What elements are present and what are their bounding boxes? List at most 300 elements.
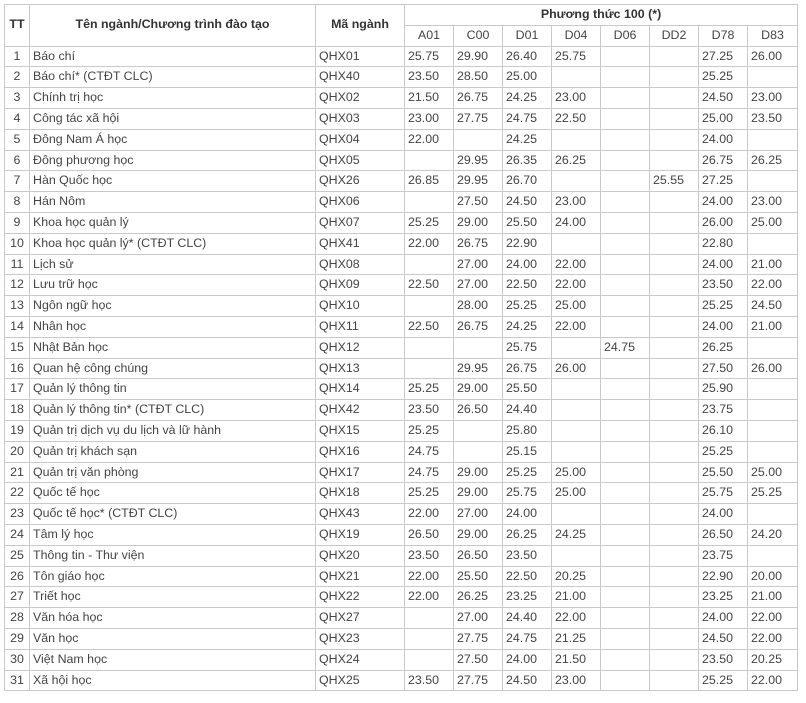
program-code: QHX43 <box>316 504 405 525</box>
program-name: Ngôn ngữ học <box>30 296 316 317</box>
table-row <box>5 275 798 296</box>
score-cell-d78: 25.75 <box>699 483 748 504</box>
score-cell-d01: 24.40 <box>503 608 552 629</box>
score-cell-d06 <box>601 46 650 67</box>
score-cell-dd2 <box>650 483 699 504</box>
row-number: 10 <box>5 233 30 254</box>
table-row <box>5 316 798 337</box>
program-code: QHX14 <box>316 379 405 400</box>
score-cell-d83 <box>748 337 798 358</box>
score-cell-d78: 24.00 <box>699 129 748 150</box>
program-code: QHX21 <box>316 566 405 587</box>
score-cell-d78: 27.25 <box>699 171 748 192</box>
score-cell-d04: 25.75 <box>552 46 601 67</box>
score-cell-a01: 22.00 <box>405 587 454 608</box>
admission-score-table <box>4 4 798 691</box>
score-cell-d04: 21.50 <box>552 649 601 670</box>
table-row <box>5 483 798 504</box>
program-name: Quản trị văn phòng <box>30 462 316 483</box>
score-cell-d78: 24.00 <box>699 316 748 337</box>
program-name: Quản trị khách sạn <box>30 441 316 462</box>
score-cell-d78: 24.00 <box>699 192 748 213</box>
score-cell-d04 <box>552 171 601 192</box>
score-cell-d83 <box>748 129 798 150</box>
score-cell-a01 <box>405 649 454 670</box>
score-cell-d06 <box>601 649 650 670</box>
score-cell-d06 <box>601 504 650 525</box>
row-number: 29 <box>5 628 30 649</box>
program-name: Quan hệ công chúng <box>30 358 316 379</box>
program-name: Quốc tế học <box>30 483 316 504</box>
row-number: 14 <box>5 316 30 337</box>
program-name: Báo chí <box>30 46 316 67</box>
score-cell-d04: 24.00 <box>552 212 601 233</box>
program-name: Lịch sử <box>30 254 316 275</box>
program-name: Chính trị học <box>30 88 316 109</box>
score-cell-d83: 25.00 <box>748 212 798 233</box>
score-cell-d04: 22.50 <box>552 108 601 129</box>
table-row <box>5 379 798 400</box>
score-cell-a01 <box>405 296 454 317</box>
score-cell-d78: 24.00 <box>699 608 748 629</box>
program-name: Hàn Quốc học <box>30 171 316 192</box>
program-code: QHX02 <box>316 88 405 109</box>
score-cell-d04 <box>552 441 601 462</box>
row-number: 26 <box>5 566 30 587</box>
score-cell-dd2 <box>650 296 699 317</box>
score-cell-d06 <box>601 628 650 649</box>
row-number: 8 <box>5 192 30 213</box>
row-number: 19 <box>5 420 30 441</box>
score-cell-a01: 21.50 <box>405 88 454 109</box>
table-row <box>5 566 798 587</box>
table-row <box>5 441 798 462</box>
score-cell-d83 <box>748 67 798 88</box>
score-cell-d01: 25.80 <box>503 420 552 441</box>
score-cell-c00: 29.00 <box>454 212 503 233</box>
score-cell-d01: 23.25 <box>503 587 552 608</box>
score-cell-d04: 25.00 <box>552 483 601 504</box>
score-cell-d83: 21.00 <box>748 254 798 275</box>
score-cell-d83 <box>748 420 798 441</box>
program-name: Việt Nam học <box>30 649 316 670</box>
score-cell-d06: 24.75 <box>601 337 650 358</box>
row-number: 24 <box>5 524 30 545</box>
score-cell-c00: 29.95 <box>454 150 503 171</box>
score-cell-d06 <box>601 212 650 233</box>
score-cell-a01: 25.75 <box>405 46 454 67</box>
score-cell-d04: 25.00 <box>552 296 601 317</box>
score-cell-c00: 25.50 <box>454 566 503 587</box>
score-cell-dd2 <box>650 88 699 109</box>
score-cell-a01: 25.25 <box>405 379 454 400</box>
score-cell-c00: 27.00 <box>454 608 503 629</box>
program-code: QHX27 <box>316 608 405 629</box>
score-cell-d04 <box>552 337 601 358</box>
score-cell-dd2 <box>650 67 699 88</box>
table-row <box>5 462 798 483</box>
score-cell-c00: 29.00 <box>454 462 503 483</box>
program-code: QHX09 <box>316 275 405 296</box>
score-cell-d06 <box>601 275 650 296</box>
score-cell-d01: 25.50 <box>503 379 552 400</box>
score-cell-dd2 <box>650 108 699 129</box>
row-number: 3 <box>5 88 30 109</box>
row-number: 31 <box>5 670 30 691</box>
score-cell-d04 <box>552 400 601 421</box>
score-cell-a01: 23.50 <box>405 545 454 566</box>
score-cell-d06 <box>601 420 650 441</box>
score-cell-c00: 27.50 <box>454 192 503 213</box>
score-cell-d06 <box>601 483 650 504</box>
program-code: QHX19 <box>316 524 405 545</box>
score-cell-d06 <box>601 254 650 275</box>
score-cell-d83: 22.00 <box>748 275 798 296</box>
score-cell-d04 <box>552 67 601 88</box>
row-number: 6 <box>5 150 30 171</box>
score-cell-d04: 22.00 <box>552 275 601 296</box>
score-cell-d04: 26.25 <box>552 150 601 171</box>
header-block-dd2: DD2 <box>650 25 699 46</box>
score-cell-c00: 26.75 <box>454 88 503 109</box>
score-cell-a01 <box>405 608 454 629</box>
program-code: QHX04 <box>316 129 405 150</box>
score-cell-d83: 25.00 <box>748 462 798 483</box>
program-name: Hán Nôm <box>30 192 316 213</box>
score-cell-d83: 23.00 <box>748 88 798 109</box>
program-code: QHX08 <box>316 254 405 275</box>
score-cell-d04: 20.25 <box>552 566 601 587</box>
score-cell-a01 <box>405 358 454 379</box>
program-code: QHX26 <box>316 171 405 192</box>
program-code: QHX01 <box>316 46 405 67</box>
score-cell-d04: 22.00 <box>552 254 601 275</box>
table-row <box>5 649 798 670</box>
score-cell-dd2 <box>650 420 699 441</box>
score-cell-d83: 21.00 <box>748 316 798 337</box>
score-cell-d78: 25.00 <box>699 108 748 129</box>
row-number: 13 <box>5 296 30 317</box>
program-code: QHX17 <box>316 462 405 483</box>
score-cell-d78: 25.25 <box>699 441 748 462</box>
row-number: 25 <box>5 545 30 566</box>
score-cell-d04: 25.00 <box>552 462 601 483</box>
score-cell-d83: 26.00 <box>748 358 798 379</box>
program-code: QHX15 <box>316 420 405 441</box>
header-tt: TT <box>5 5 30 47</box>
score-cell-d83: 22.00 <box>748 670 798 691</box>
table-row <box>5 192 798 213</box>
score-cell-a01: 24.75 <box>405 462 454 483</box>
row-number: 5 <box>5 129 30 150</box>
table-row <box>5 608 798 629</box>
program-code: QHX41 <box>316 233 405 254</box>
program-name: Tôn giáo học <box>30 566 316 587</box>
score-cell-c00: 26.50 <box>454 400 503 421</box>
table-row <box>5 420 798 441</box>
score-cell-d78: 27.25 <box>699 46 748 67</box>
score-cell-d83: 26.00 <box>748 46 798 67</box>
score-cell-d04: 22.00 <box>552 608 601 629</box>
score-cell-d78: 23.75 <box>699 545 748 566</box>
table-row <box>5 129 798 150</box>
program-code: QHX40 <box>316 67 405 88</box>
program-code: QHX07 <box>316 212 405 233</box>
score-cell-c00: 29.00 <box>454 483 503 504</box>
score-cell-d78: 24.00 <box>699 504 748 525</box>
score-cell-a01: 22.00 <box>405 504 454 525</box>
score-cell-c00: 29.90 <box>454 46 503 67</box>
score-cell-d04: 23.00 <box>552 192 601 213</box>
score-cell-c00 <box>454 420 503 441</box>
score-cell-d04: 26.00 <box>552 358 601 379</box>
table-row <box>5 337 798 358</box>
score-cell-c00 <box>454 441 503 462</box>
score-cell-d83: 22.00 <box>748 628 798 649</box>
score-cell-d83: 20.00 <box>748 566 798 587</box>
score-cell-a01: 22.00 <box>405 566 454 587</box>
score-cell-d06 <box>601 67 650 88</box>
row-number: 12 <box>5 275 30 296</box>
score-cell-a01 <box>405 150 454 171</box>
score-cell-d01: 24.75 <box>503 628 552 649</box>
row-number: 30 <box>5 649 30 670</box>
row-number: 15 <box>5 337 30 358</box>
score-cell-dd2 <box>650 608 699 629</box>
score-cell-d06 <box>601 545 650 566</box>
score-cell-d04 <box>552 504 601 525</box>
table-row <box>5 46 798 67</box>
score-cell-c00: 27.00 <box>454 504 503 525</box>
score-cell-d78: 23.50 <box>699 275 748 296</box>
score-cell-a01 <box>405 337 454 358</box>
score-cell-d04: 23.00 <box>552 88 601 109</box>
score-cell-d01: 24.50 <box>503 670 552 691</box>
score-cell-d83 <box>748 441 798 462</box>
score-cell-a01: 26.85 <box>405 171 454 192</box>
score-cell-d78: 26.25 <box>699 337 748 358</box>
row-number: 4 <box>5 108 30 129</box>
program-code: QHX13 <box>316 358 405 379</box>
score-cell-d78: 25.25 <box>699 670 748 691</box>
score-cell-c00: 26.75 <box>454 233 503 254</box>
score-cell-a01: 26.50 <box>405 524 454 545</box>
program-name: Báo chí* (CTĐT CLC) <box>30 67 316 88</box>
score-cell-d78: 24.50 <box>699 88 748 109</box>
score-cell-d01: 22.90 <box>503 233 552 254</box>
score-cell-dd2 <box>650 400 699 421</box>
score-cell-d78: 23.50 <box>699 649 748 670</box>
score-cell-d83: 23.50 <box>748 108 798 129</box>
score-cell-d01: 25.75 <box>503 483 552 504</box>
program-name: Nhật Bản học <box>30 337 316 358</box>
score-cell-dd2 <box>650 337 699 358</box>
score-cell-d01: 24.00 <box>503 649 552 670</box>
program-name: Quốc tế học* (CTĐT CLC) <box>30 504 316 525</box>
table-row <box>5 212 798 233</box>
score-cell-d01: 24.40 <box>503 400 552 421</box>
score-cell-d06 <box>601 608 650 629</box>
header-block-d83: D83 <box>748 25 798 46</box>
score-cell-d01: 26.25 <box>503 524 552 545</box>
program-name: Tâm lý học <box>30 524 316 545</box>
program-name: Quản lý thông tin* (CTĐT CLC) <box>30 400 316 421</box>
score-cell-a01: 23.50 <box>405 400 454 421</box>
score-cell-d01: 26.40 <box>503 46 552 67</box>
score-cell-dd2 <box>650 545 699 566</box>
score-cell-d78: 24.50 <box>699 628 748 649</box>
score-cell-c00: 28.00 <box>454 296 503 317</box>
score-cell-d04 <box>552 129 601 150</box>
score-cell-d06 <box>601 296 650 317</box>
score-cell-d04: 24.25 <box>552 524 601 545</box>
program-name: Khoa học quản lý <box>30 212 316 233</box>
score-cell-c00: 29.95 <box>454 358 503 379</box>
table-row <box>5 108 798 129</box>
score-cell-d06 <box>601 566 650 587</box>
program-name: Văn học <box>30 628 316 649</box>
row-number: 2 <box>5 67 30 88</box>
score-cell-d83: 24.50 <box>748 296 798 317</box>
score-cell-c00: 29.00 <box>454 379 503 400</box>
program-name: Xã hội học <box>30 670 316 691</box>
header-code: Mã ngành <box>316 5 405 47</box>
score-cell-d06 <box>601 587 650 608</box>
score-cell-d01: 24.00 <box>503 504 552 525</box>
score-cell-d01: 24.50 <box>503 192 552 213</box>
table-row <box>5 254 798 275</box>
program-name: Quản lý thông tin <box>30 379 316 400</box>
program-code: QHX25 <box>316 670 405 691</box>
score-cell-c00 <box>454 337 503 358</box>
score-cell-d01: 25.00 <box>503 67 552 88</box>
table-header <box>5 5 798 47</box>
program-code: QHX22 <box>316 587 405 608</box>
score-cell-d04 <box>552 420 601 441</box>
score-cell-d01: 24.25 <box>503 316 552 337</box>
program-name: Đông phương học <box>30 150 316 171</box>
row-number: 16 <box>5 358 30 379</box>
score-cell-c00: 27.75 <box>454 628 503 649</box>
score-cell-dd2 <box>650 670 699 691</box>
score-cell-d06 <box>601 129 650 150</box>
score-cell-d06 <box>601 233 650 254</box>
score-cell-d04 <box>552 233 601 254</box>
score-cell-a01: 22.00 <box>405 233 454 254</box>
program-name: Quản trị dịch vụ du lịch và lữ hành <box>30 420 316 441</box>
program-code: QHX18 <box>316 483 405 504</box>
header-block-a01: A01 <box>405 25 454 46</box>
table-row <box>5 400 798 421</box>
score-cell-c00: 26.25 <box>454 587 503 608</box>
score-cell-d83: 24.20 <box>748 524 798 545</box>
table-row <box>5 524 798 545</box>
header-block-c00: C00 <box>454 25 503 46</box>
program-code: QHX12 <box>316 337 405 358</box>
score-cell-a01 <box>405 192 454 213</box>
score-cell-a01: 23.00 <box>405 108 454 129</box>
program-code: QHX11 <box>316 316 405 337</box>
program-code: QHX23 <box>316 628 405 649</box>
score-cell-d01: 25.25 <box>503 462 552 483</box>
score-cell-dd2 <box>650 379 699 400</box>
score-cell-a01: 25.25 <box>405 212 454 233</box>
score-cell-a01: 25.25 <box>405 483 454 504</box>
score-cell-c00: 27.75 <box>454 670 503 691</box>
score-cell-dd2 <box>650 587 699 608</box>
score-cell-c00: 27.50 <box>454 649 503 670</box>
score-cell-d04 <box>552 379 601 400</box>
score-cell-d06 <box>601 192 650 213</box>
score-cell-c00: 26.75 <box>454 316 503 337</box>
score-cell-dd2 <box>650 462 699 483</box>
score-cell-d78: 23.75 <box>699 400 748 421</box>
score-cell-dd2 <box>650 275 699 296</box>
score-cell-c00: 27.00 <box>454 275 503 296</box>
score-cell-d01: 24.25 <box>503 129 552 150</box>
program-code: QHX05 <box>316 150 405 171</box>
row-number: 27 <box>5 587 30 608</box>
score-cell-d78: 22.90 <box>699 566 748 587</box>
row-number: 28 <box>5 608 30 629</box>
program-code: QHX20 <box>316 545 405 566</box>
score-cell-d04: 22.00 <box>552 316 601 337</box>
program-code: QHX16 <box>316 441 405 462</box>
score-cell-dd2 <box>650 129 699 150</box>
score-cell-d06 <box>601 358 650 379</box>
score-cell-d01: 25.25 <box>503 296 552 317</box>
program-name: Thông tin - Thư viện <box>30 545 316 566</box>
score-cell-d06 <box>601 441 650 462</box>
score-cell-d83 <box>748 171 798 192</box>
score-cell-d78: 25.25 <box>699 67 748 88</box>
score-cell-d78: 22.80 <box>699 233 748 254</box>
score-cell-d83: 22.00 <box>748 608 798 629</box>
score-cell-c00: 26.50 <box>454 545 503 566</box>
score-cell-d78: 24.00 <box>699 254 748 275</box>
score-cell-d01: 26.70 <box>503 171 552 192</box>
score-cell-dd2 <box>650 566 699 587</box>
score-cell-d83 <box>748 379 798 400</box>
score-cell-d83: 21.00 <box>748 587 798 608</box>
score-cell-c00: 27.75 <box>454 108 503 129</box>
row-number: 21 <box>5 462 30 483</box>
row-number: 18 <box>5 400 30 421</box>
row-number: 11 <box>5 254 30 275</box>
program-name: Triết học <box>30 587 316 608</box>
score-cell-d06 <box>601 150 650 171</box>
score-cell-d83 <box>748 233 798 254</box>
score-cell-dd2 <box>650 212 699 233</box>
table-row <box>5 587 798 608</box>
score-cell-d78: 26.75 <box>699 150 748 171</box>
program-code: QHX42 <box>316 400 405 421</box>
score-cell-dd2 <box>650 233 699 254</box>
header-block-d01: D01 <box>503 25 552 46</box>
row-number: 9 <box>5 212 30 233</box>
score-cell-d06 <box>601 108 650 129</box>
row-number: 1 <box>5 46 30 67</box>
score-cell-c00: 27.00 <box>454 254 503 275</box>
table-row <box>5 67 798 88</box>
score-cell-dd2 <box>650 441 699 462</box>
header-block-d78: D78 <box>699 25 748 46</box>
program-name: Nhân học <box>30 316 316 337</box>
score-cell-d83: 25.25 <box>748 483 798 504</box>
score-cell-dd2 <box>650 358 699 379</box>
program-code: QHX24 <box>316 649 405 670</box>
score-cell-d01: 26.75 <box>503 358 552 379</box>
